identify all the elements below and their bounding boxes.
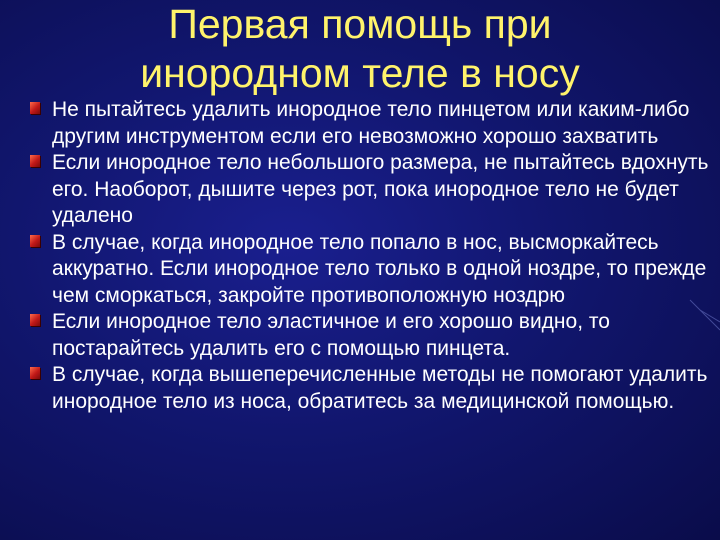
slide-title: [0, 0, 720, 98]
red-square-bullet-icon: [30, 235, 40, 247]
bullet-item: [28, 97, 718, 150]
bullet-item: [28, 230, 718, 310]
bullet-item: [28, 150, 718, 230]
bullet-text: Если инородное тело эластичное и его хорошо видно, то постарайтесь удалить его с помощью пинцета.: [52, 310, 610, 360]
bullet-text: Если инородное тело небольшого размера, не пытайтесь вдохнуть его. Наоборот, дышите через рот, пока инородное тело не будет удалено: [52, 151, 709, 227]
red-square-bullet-icon: [30, 102, 40, 114]
bullet-text: Не пытайтесь удалить инородное тело пинцетом или каким-либо другим инструментом если его невозможно хорошо захватить: [52, 98, 690, 148]
red-square-bullet-icon: [30, 314, 40, 326]
bullet-item: [28, 309, 718, 362]
bullet-list: [28, 97, 718, 415]
title-line-2: инородном теле в носу: [140, 50, 580, 96]
bullet-item: [28, 362, 718, 415]
title-line-1: Первая помощь при: [168, 1, 552, 47]
red-square-bullet-icon: [30, 155, 40, 167]
bullet-text: В случае, когда инородное тело попало в нос, высморкайтесь аккуратно. Если инородное тело только в одной ноздре, то прежде чем сморкаться, закройте противоположную ноздрю: [52, 230, 707, 307]
bullet-text: В случае, когда вышеперечисленные методы не помогают удалить инородное тело из носа, обратитесь за медицинской помощью.: [52, 363, 708, 413]
red-square-bullet-icon: [30, 367, 40, 379]
